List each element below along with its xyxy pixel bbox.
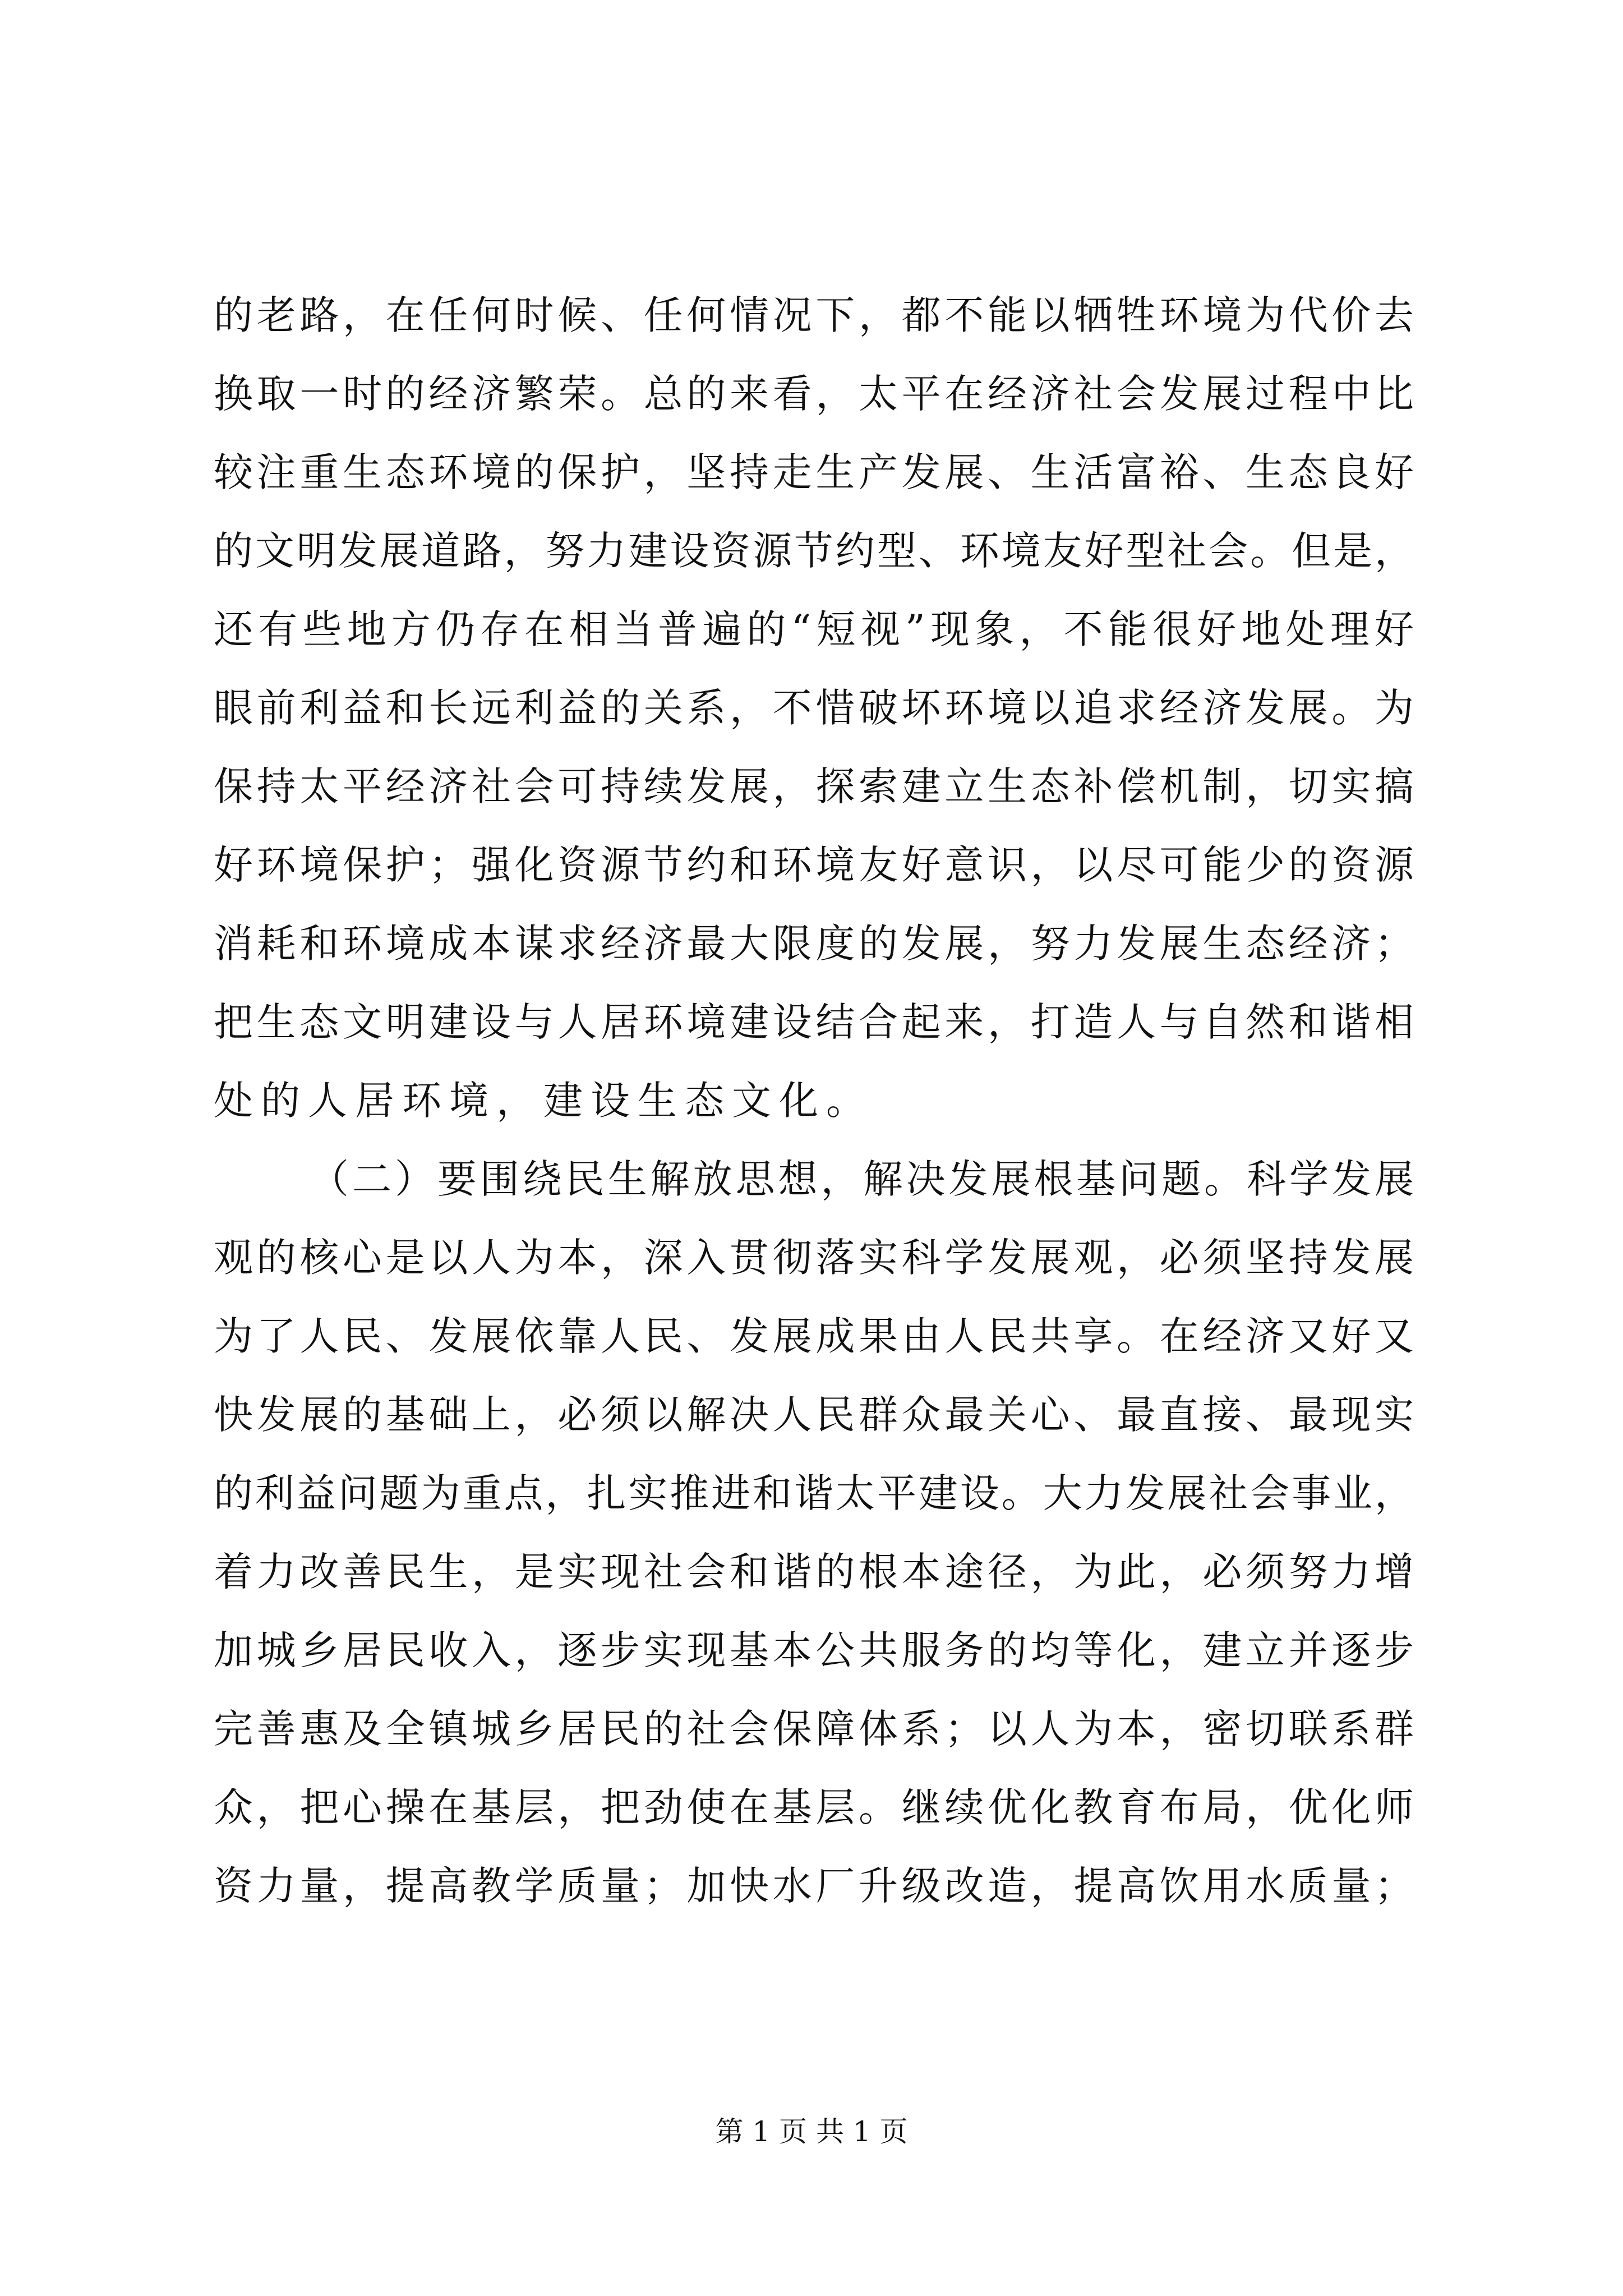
text-line: 还有些地方仍存在相当普遍的“短视”现象，不能很好地处理好 [214, 606, 1414, 652]
page-footer: 第 1 页 共 1 页 [715, 2115, 908, 2148]
text-line: 换取一时的经济繁荣。总的来看，太平在经济社会发展过程中比 [214, 371, 1414, 417]
text-line: 消耗和环境成本谋求经济最大限度的发展，努力发展生态经济； [214, 921, 1414, 967]
text-line: 的文明发展道路，努力建设资源节约型、环境友好型社会。但是， [214, 528, 1414, 574]
text-line: 快发展的基础上，必须以解决人民群众最关心、最直接、最现实 [214, 1392, 1414, 1438]
paragraph-heading-line: （二）要围绕民生解放思想，解决发展根基问题。科学发展 [310, 1156, 1414, 1202]
text-line: 众，把心操在基层，把劲使在基层。继续优化教育布局，优化师 [214, 1784, 1414, 1830]
text-line: 好环境保护；强化资源节约和环境友好意识，以尽可能少的资源 [214, 842, 1414, 888]
text-line: 把生态文明建设与人居环境建设结合起来，打造人与自然和谐相 [214, 999, 1414, 1045]
text-line: 的利益问题为重点，扎实推进和谐太平建设。大力发展社会事业， [214, 1470, 1414, 1516]
text-line: 着力改善民生，是实现社会和谐的根本途径，为此，必须努力增 [214, 1549, 1414, 1595]
text-line: 处的人居环境，建设生态文化。 [214, 1078, 873, 1124]
text-line: 的老路，在任何时候、任何情况下，都不能以牺牲环境为代价去 [214, 292, 1414, 338]
text-line: 眼前利益和长远利益的关系，不惜破坏环境以追求经济发展。为 [214, 685, 1414, 731]
text-line: 保持太平经济社会可持续发展，探索建立生态补偿机制，切实搞 [214, 763, 1414, 809]
text-line: 观的核心是以人为本，深入贯彻落实科学发展观，必须坚持发展 [214, 1235, 1414, 1281]
text-line: 资力量，提高教学质量；加快水厂升级改造，提高饮用水质量； [214, 1863, 1414, 1909]
text-line: 为了人民、发展依靠人民、发展成果由人民共享。在经济又好又 [214, 1313, 1414, 1359]
text-line: 较注重生态环境的保护，坚持走生产发展、生活富裕、生态良好 [214, 449, 1414, 495]
text-line: 完善惠及全镇城乡居民的社会保障体系；以人为本，密切联系群 [214, 1706, 1414, 1752]
text-line: 加城乡居民收入，逐步实现基本公共服务的均等化，建立并逐步 [214, 1627, 1414, 1673]
